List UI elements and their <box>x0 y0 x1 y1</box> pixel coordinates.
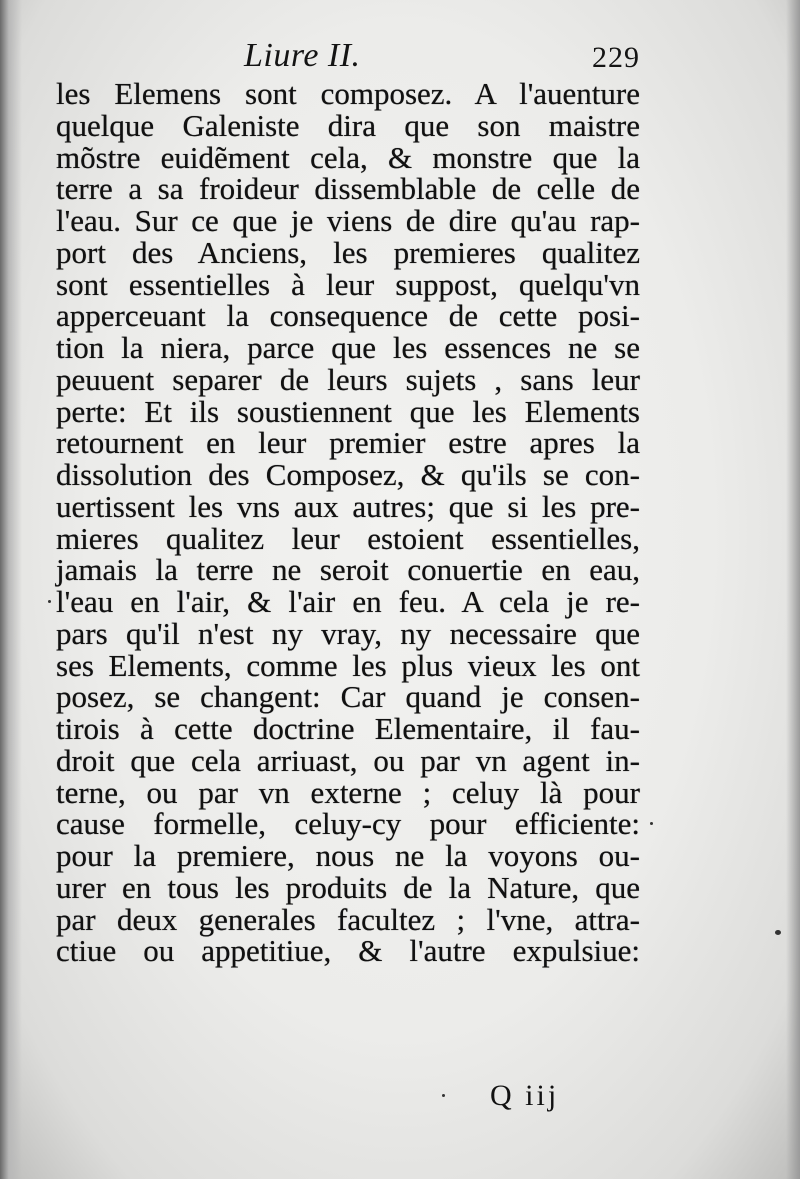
text-line: terre a sa froideur dissemblable de celle de <box>56 171 640 207</box>
page-number: 229 <box>592 41 640 74</box>
text-line: peuuent separer de leurs sujets , sans leur <box>56 361 640 397</box>
text-line: posez, se changent: Car quand je consen- <box>56 679 640 715</box>
text-line: perte: Et ils soustiennent que les Elements <box>56 393 640 429</box>
ink-speck <box>48 600 51 603</box>
text-line: par deux generales facultez ; l'vne, attra- <box>56 901 640 937</box>
text-line: l'eau en l'air, & l'air en feu. A cela je re- <box>56 584 640 619</box>
text-line: tirois à cette doctrine Elementaire, il fau- <box>56 711 640 746</box>
page-header <box>60 36 640 76</box>
text-line: uertissent les vns aux autres; que si les pre- <box>56 488 640 524</box>
text-line: pars qu'il n'est ny vray, ny necessaire que <box>56 615 640 651</box>
text-line: mieres qualitez leur estoient essentielles, <box>56 520 640 556</box>
text-line: sont essentielles à leur suppost, quelqu'vn <box>56 266 640 302</box>
text-line: port des Anciens, les premieres qualitez <box>56 234 640 270</box>
text-line: droit que cela arriuast, ou par vn agent in- <box>56 742 640 778</box>
text-line: les Elemens sont composez. A l'auenture <box>56 76 640 111</box>
text-line: cause formelle, celuy-cy pour efficiente: <box>56 806 640 842</box>
text-line: mõstre euidẽment cela, & monstre que la <box>56 139 640 175</box>
edge-shadow <box>786 0 800 1179</box>
text-line: l'eau. Sur ce que je viens de dire qu'au rap- <box>56 203 640 238</box>
text-line: retournent en leur premier estre apres la <box>56 425 640 461</box>
ink-speck <box>442 1094 445 1097</box>
ink-speck <box>775 930 781 935</box>
text-line: jamais la terre ne seroit conuertie en eau, <box>56 552 640 588</box>
text-line: urer en tous les produits de la Nature, que <box>56 869 640 905</box>
gutter-shadow <box>0 0 22 1179</box>
text-line: pour la premiere, nous ne la voyons ou- <box>56 838 640 873</box>
body-text <box>56 78 640 967</box>
ink-speck <box>650 822 653 825</box>
text-line: ses Elements, comme les plus vieux les ont <box>56 647 640 683</box>
running-title: Liure II. <box>244 37 361 74</box>
text-line: dissolution des Composez, & qu'ils se con- <box>56 457 640 492</box>
text-line: terne, ou par vn externe ; celuy là pour <box>56 774 640 810</box>
text-line: apperceuant la consequence de cette posi- <box>56 298 640 334</box>
signature-catchword: Q iij <box>490 1079 560 1112</box>
text-line: tion la niera, parce que les essences ne se <box>56 330 640 365</box>
text-line: ctiue ou appetitiue, & l'autre expulsiue: <box>56 933 640 969</box>
text-line: quelque Galeniste dira que son maistre <box>56 107 640 143</box>
